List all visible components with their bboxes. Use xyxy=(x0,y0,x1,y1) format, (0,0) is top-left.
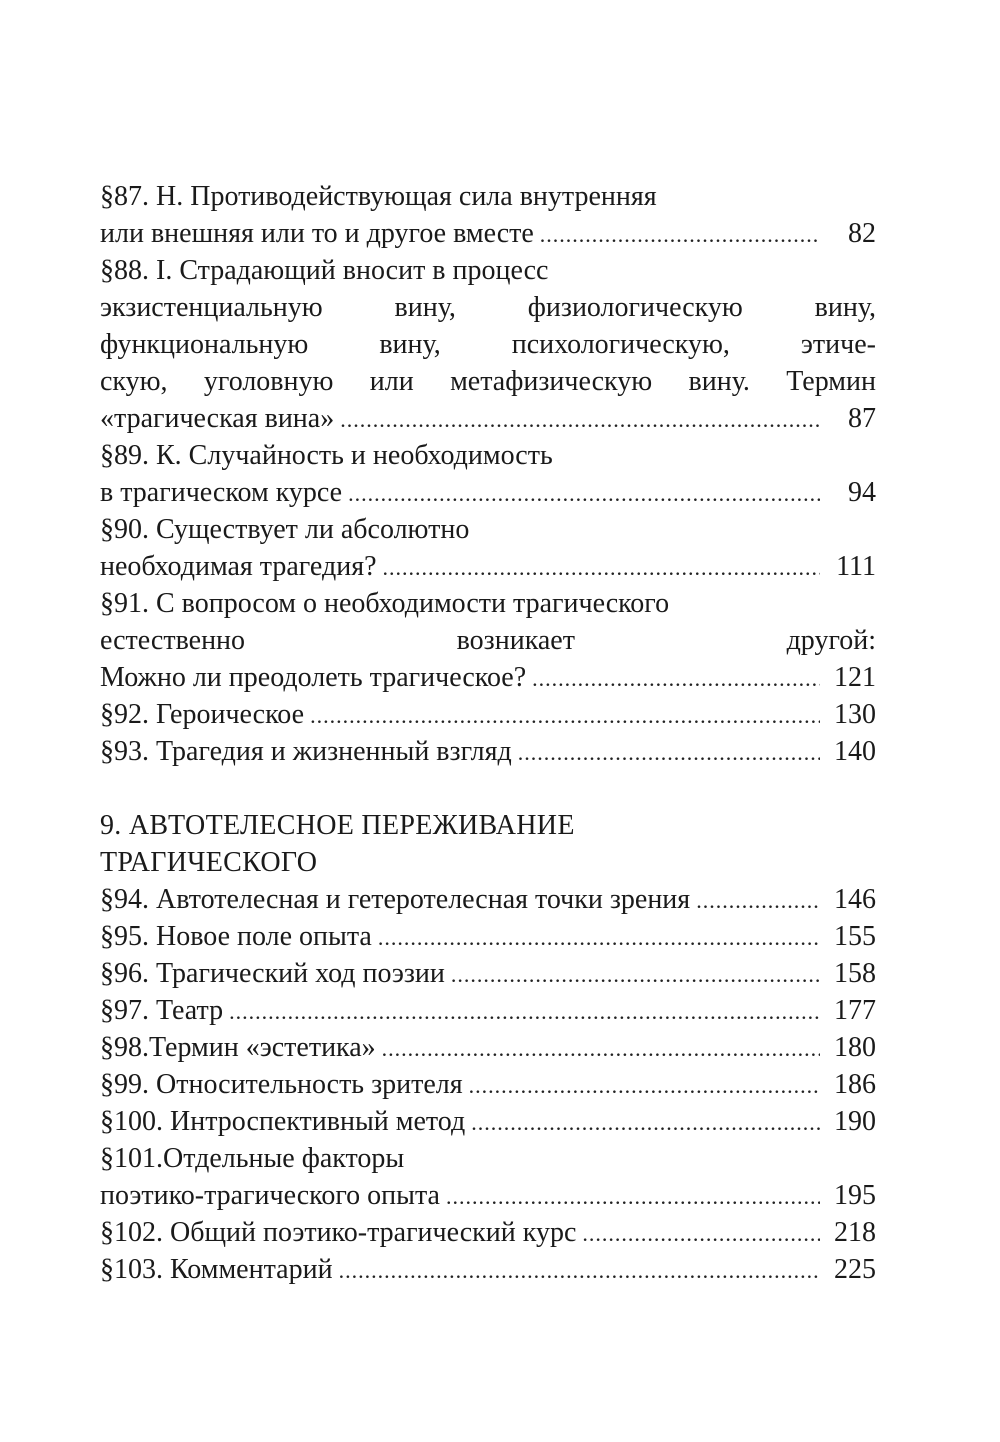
toc-entry xyxy=(100,733,876,770)
toc-group-chapter-9 xyxy=(100,881,876,1288)
toc-entry-title: §99. Относительность зрителя xyxy=(100,1069,463,1100)
dot-leader xyxy=(582,1215,820,1251)
toc-entry-final-line xyxy=(100,1103,876,1140)
toc-entry xyxy=(100,585,876,696)
page-number: 146 xyxy=(834,884,876,915)
page-number: 140 xyxy=(834,736,876,767)
page-number: 155 xyxy=(834,921,876,952)
toc-entry-final-line xyxy=(100,881,876,918)
toc-entry xyxy=(100,1029,876,1066)
toc-entry xyxy=(100,881,876,918)
page-number: 111 xyxy=(836,551,876,582)
page-number: 82 xyxy=(848,218,876,249)
toc-entry-line: скую, уголовную или метафизическую вину. Термин xyxy=(100,366,876,397)
page-number: 94 xyxy=(848,477,876,508)
dot-leader xyxy=(383,549,821,585)
page-number: 186 xyxy=(834,1069,876,1100)
toc-entry-line: §101.Отдельные факторы xyxy=(100,1143,405,1174)
page-number: 218 xyxy=(834,1217,876,1248)
toc-entry-final-line xyxy=(100,1177,876,1214)
toc-entry-line: экзистенциальную вину, физиологическую вину, xyxy=(100,292,876,323)
toc-entry-title: §93. Трагедия и жизненный взгляд xyxy=(100,736,512,767)
toc-entry xyxy=(100,992,876,1029)
toc-entry-title: §94. Автотелесная и гетеротелесная точки зрения xyxy=(100,884,691,915)
toc-entry-final-line xyxy=(100,400,876,437)
toc-entry-line: §87. Н. Противодействующая сила внутренняя xyxy=(100,181,657,212)
dot-leader xyxy=(469,1067,820,1103)
toc-entry-title: §103. Комментарий xyxy=(100,1254,333,1285)
toc-entry xyxy=(100,1251,876,1288)
toc-entry xyxy=(100,178,876,252)
toc-entry xyxy=(100,696,876,733)
toc-entry xyxy=(100,1140,876,1214)
section-heading-line-1: 9. АВТОТЕЛЕСНОЕ ПЕРЕЖИВАНИЕ xyxy=(100,810,575,841)
toc-entry xyxy=(100,1214,876,1251)
dot-leader xyxy=(540,216,820,252)
toc-entry xyxy=(100,918,876,955)
dot-leader xyxy=(378,919,820,955)
toc-entry-final-line xyxy=(100,1066,876,1103)
page-number: 158 xyxy=(834,958,876,989)
dot-leader xyxy=(446,1178,820,1214)
page-number: 177 xyxy=(834,995,876,1026)
toc-group-chapter-8 xyxy=(100,178,876,770)
toc-entry-title: §102. Общий поэтико-трагический курс xyxy=(100,1217,577,1248)
toc-entry xyxy=(100,252,876,437)
dot-leader xyxy=(229,993,820,1029)
toc-entry-title: §98.Термин «эстетика» xyxy=(100,1032,376,1063)
toc-entry-final-line xyxy=(100,955,876,992)
toc-entry-final-line xyxy=(100,696,876,733)
page-number: 195 xyxy=(834,1180,876,1211)
spacer xyxy=(100,770,876,807)
toc-entry-final-line xyxy=(100,733,876,770)
toc-entry-final-line xyxy=(100,548,876,585)
toc-entry-line: §89. К. Случайность и необходимость xyxy=(100,440,553,471)
page-number: 180 xyxy=(834,1032,876,1063)
page-number: 190 xyxy=(834,1106,876,1137)
toc-entry-line: §90. Существует ли абсолютно xyxy=(100,514,470,545)
toc-entry-final-line xyxy=(100,1214,876,1251)
page-number: 130 xyxy=(834,699,876,730)
toc-entry-title: «трагическая вина» xyxy=(100,403,335,434)
toc-entry-line: §91. С вопросом о необходимости трагического xyxy=(100,588,670,619)
toc-entry xyxy=(100,1066,876,1103)
toc-entry-title: в трагическом курсе xyxy=(100,477,343,508)
page-number: 225 xyxy=(834,1254,876,1285)
dot-leader xyxy=(348,475,820,511)
dot-leader xyxy=(696,882,820,918)
toc-entry xyxy=(100,511,876,585)
toc-entry-title: §100. Интроспективный метод xyxy=(100,1106,466,1137)
dot-leader xyxy=(340,401,820,437)
table-of-contents xyxy=(100,178,876,1288)
dot-leader xyxy=(471,1104,820,1140)
toc-entry-final-line xyxy=(100,992,876,1029)
toc-entry-title: §92. Героическое xyxy=(100,699,305,730)
toc-entry-final-line xyxy=(100,215,876,252)
section-heading-line-2: ТРАГИЧЕСКОГО xyxy=(100,847,318,878)
toc-entry-line: функциональную вину, психологическую, этиче- xyxy=(100,329,876,360)
toc-entry xyxy=(100,955,876,992)
toc-entry-title: или внешняя или то и другое вместе xyxy=(100,218,534,249)
toc-entry-title: поэтико-трагического опыта xyxy=(100,1180,440,1211)
toc-entry-final-line xyxy=(100,1251,876,1288)
toc-entry-line: §88. I. Страдающий вносит в процесс xyxy=(100,255,549,286)
page-number: 121 xyxy=(834,662,876,693)
dot-leader xyxy=(310,697,820,733)
dot-leader xyxy=(382,1030,820,1066)
toc-entry xyxy=(100,1103,876,1140)
dot-leader xyxy=(518,734,820,770)
dot-leader xyxy=(532,660,820,696)
toc-entry-title: §97. Театр xyxy=(100,995,224,1026)
toc-entry xyxy=(100,437,876,511)
toc-entry-title: необходимая трагедия? xyxy=(100,551,377,582)
toc-entry-final-line xyxy=(100,1029,876,1066)
toc-entry-title: Можно ли преодолеть трагическое? xyxy=(100,662,527,693)
toc-entry-line: естественно возникает другой: xyxy=(100,625,876,656)
toc-entry-final-line xyxy=(100,918,876,955)
page-number: 87 xyxy=(848,403,876,434)
toc-entry-final-line xyxy=(100,659,876,696)
toc-entry-title: §96. Трагический ход поэзии xyxy=(100,958,445,989)
dot-leader xyxy=(339,1252,820,1288)
dot-leader xyxy=(451,956,820,992)
toc-entry-final-line xyxy=(100,474,876,511)
toc-entry-title: §95. Новое поле опыта xyxy=(100,921,372,952)
